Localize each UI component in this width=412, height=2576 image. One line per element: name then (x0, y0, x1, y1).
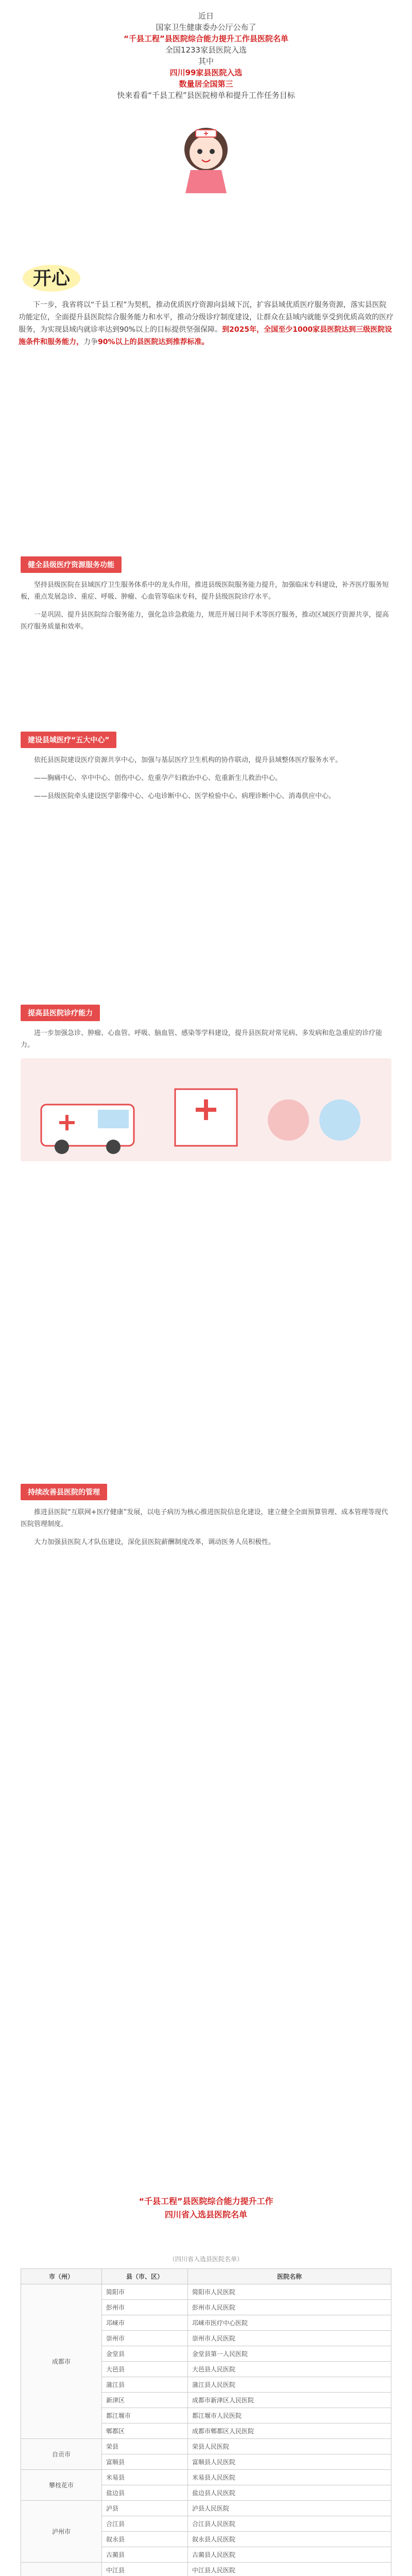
hospital-cell: 荣县人民医院 (188, 2439, 391, 2454)
hospital-cell: 富顺县人民医院 (188, 2454, 391, 2470)
hospital-cell: 金堂县第一人民医院 (188, 2346, 391, 2362)
hospital-cell: 中江县人民医院 (188, 2563, 391, 2576)
hospital-list-table (21, 2268, 391, 2576)
table-caption: （四川省入选县医院名单） (168, 2256, 243, 2263)
city-cell: 泸州市 (21, 2501, 102, 2563)
county-cell: 中江县 (102, 2563, 188, 2576)
lead-text-3: 全国至少1000家县医院达到三级医院设施条件和服务能力， (19, 326, 392, 346)
county-cell: 大邑县 (102, 2362, 188, 2377)
hospital-cell: 蒲江县人民医院 (188, 2377, 391, 2393)
table-body (21, 2284, 391, 2576)
footer-banner-line: 四川省入选县医院名单 (164, 2210, 247, 2219)
table-header-cell: 市（州） (21, 2269, 102, 2284)
footer-banner (0, 2195, 412, 2222)
county-cell: 富顺县 (102, 2454, 188, 2470)
lead-text-1: 下一步，我省将以“千县工程”为契机，推动优质医疗资源向县域下沉，扩容县域优质医疗服务资源，落实县医院功能定位，全面提升县医院综合服务能力和水平，推动分级诊疗制度建设，让群众在县域内就能享受到优质高效的医疗服务，为实现县域内就诊率达到90%以上的目标提供坚强保障。 (19, 301, 393, 334)
intro-line: 近日 (198, 11, 214, 21)
hospital-cell: 大邑县人民医院 (188, 2362, 391, 2377)
section-paragraph: 进一步加强急诊、肿瘤、心血管、呼吸、脑血管、感染等学科建设，提升县医院对常见病、多发病和危急重症的诊疗能力。 (21, 1029, 383, 1049)
intro-line: 快来看看“千县工程”县医院榜单和提升工作任务目标 (117, 91, 295, 100)
hospital-cell: 成都市新津区人民医院 (188, 2393, 391, 2408)
county-cell: 金堂县 (102, 2346, 188, 2362)
table-row (21, 2563, 391, 2576)
county-cell: 盐边县 (102, 2485, 188, 2501)
county-cell: 合江县 (102, 2516, 188, 2532)
section-2 (0, 732, 412, 802)
hospital-list-table-wrap (21, 2251, 391, 2576)
lead-text-2: 到2025年， (222, 326, 264, 334)
section-1 (0, 556, 412, 633)
intro-line: “千县工程”县医院综合能力提升工作县医院名单 (124, 34, 288, 43)
section-title: 持续改善县医院的管理 (21, 1484, 107, 1500)
hospital-cell: 泸县人民医院 (188, 2501, 391, 2516)
city-cell: 自贡市 (21, 2439, 102, 2470)
county-cell: 荣县 (102, 2439, 188, 2454)
county-cell: 叙永县 (102, 2532, 188, 2547)
footer-banner-line: “千县工程”县医院综合能力提升工作 (139, 2196, 273, 2206)
county-cell: 邛崃市 (102, 2315, 188, 2331)
hospital-cell: 简阳市人民医院 (188, 2284, 391, 2300)
table-header-cell: 县（市、区） (102, 2269, 188, 2284)
section-paragraph: 推进县医院“互联网+医疗健康”发展，以电子病历为核心推进医院信息化建设，建立健全全面预算管理、成本管理等现代医院管理制度。 (21, 1509, 388, 1528)
intro-line: 其中 (198, 57, 214, 66)
intro-section (0, 0, 412, 546)
hospital-cell: 彭州市人民医院 (188, 2300, 391, 2315)
county-cell: 蒲江县 (102, 2377, 188, 2393)
county-cell: 简阳市 (102, 2284, 188, 2300)
intro-line: 四川99家县医院入选 (169, 68, 243, 77)
county-cell: 新津区 (102, 2393, 188, 2408)
hospital-cell: 米易县人民医院 (188, 2470, 391, 2485)
intro-line: 国家卫生健康委办公厅公布了 (156, 23, 256, 32)
kai-xin-sticker-icon (21, 258, 82, 294)
city-cell (21, 2563, 102, 2576)
county-cell: 米易县 (102, 2470, 188, 2485)
county-cell: 彭州市 (102, 2300, 188, 2315)
city-cell: 成都市 (21, 2284, 102, 2439)
county-cell: 都江堰市 (102, 2408, 188, 2424)
kai-xin-text: 开心 (32, 268, 71, 289)
section-3 (0, 1005, 412, 1168)
ambulance-illustration-icon (21, 1058, 391, 1161)
nurse-mascot-icon (170, 118, 242, 196)
lead-text-5: 90%以上的县医院达到推荐标准。 (98, 338, 209, 346)
section-paragraph: ——胸痛中心、卒中中心、创伤中心、危重孕产妇救治中心、危重新生儿救治中心。 (34, 774, 282, 782)
county-cell: 崇州市 (102, 2331, 188, 2346)
county-cell: 泸县 (102, 2501, 188, 2516)
hospital-cell: 成都市郫都区人民医院 (188, 2424, 391, 2439)
hospital-cell: 古蔺县人民医院 (188, 2547, 391, 2563)
section-paragraph: 一是巩固、提升县医院综合服务能力，强化急诊急救能力，规范开展日间手术等医疗服务，推动区域医疗资源共享，提高医疗服务质量和效率。 (21, 611, 389, 631)
hospital-cell: 崇州市人民医院 (188, 2331, 391, 2346)
hospital-cell: 叙永县人民医院 (188, 2532, 391, 2547)
table-row (21, 2470, 391, 2485)
table-header-row (21, 2269, 391, 2284)
table-row (21, 2284, 391, 2300)
section-4 (0, 1484, 412, 1548)
hospital-cell: 邛崃市医疗中心医院 (188, 2315, 391, 2331)
section-paragraph: ——县级医院牵头建设医学影像中心、心电诊断中心、医学检验中心、病理诊断中心、消毒供应中心。 (34, 792, 336, 800)
lead-text-4: 力争 (83, 338, 98, 346)
section-title: 建设县域医疗“五大中心” (21, 732, 116, 748)
county-cell: 古蔺县 (102, 2547, 188, 2563)
intro-line: 数量居全国第三 (179, 79, 233, 89)
section-paragraph: 坚持县级医院在县域医疗卫生服务体系中的龙头作用，推进县级医院服务能力提升，加强临床专科建设，补齐医疗服务短板，重点发展急诊、重症、呼吸、肿瘤、心血管等临床专科，提升县级医院诊疗水平。 (21, 581, 389, 601)
intro-lines (0, 10, 412, 101)
section-title: 提高县医院诊疗能力 (21, 1005, 100, 1021)
section-title: 健全县级医疗资源服务功能 (21, 556, 122, 573)
hospital-illustration (21, 1058, 391, 1161)
table-row (21, 2439, 391, 2454)
section-paragraph: 大力加强县医院人才队伍建设，深化县医院薪酬制度改革，调动医务人员积极性。 (34, 1538, 276, 1546)
hospital-cell: 盐边县人民医院 (188, 2485, 391, 2501)
county-cell: 郫都区 (102, 2424, 188, 2439)
hospital-cell: 合江县人民医院 (188, 2516, 391, 2532)
city-cell: 攀枝花市 (21, 2470, 102, 2501)
section-paragraph: 依托县医院建设医疗资源共享中心，加强与基层医疗卫生机构的协作联动，提升县域整体医疗服务水平。 (34, 756, 342, 764)
intro-line: 全国1233家县医院入选 (165, 45, 247, 55)
hospital-cell: 都江堰市人民医院 (188, 2408, 391, 2424)
table-row (21, 2501, 391, 2516)
table-header-cell: 医院名称 (188, 2269, 391, 2284)
lead-paragraph (19, 299, 393, 348)
